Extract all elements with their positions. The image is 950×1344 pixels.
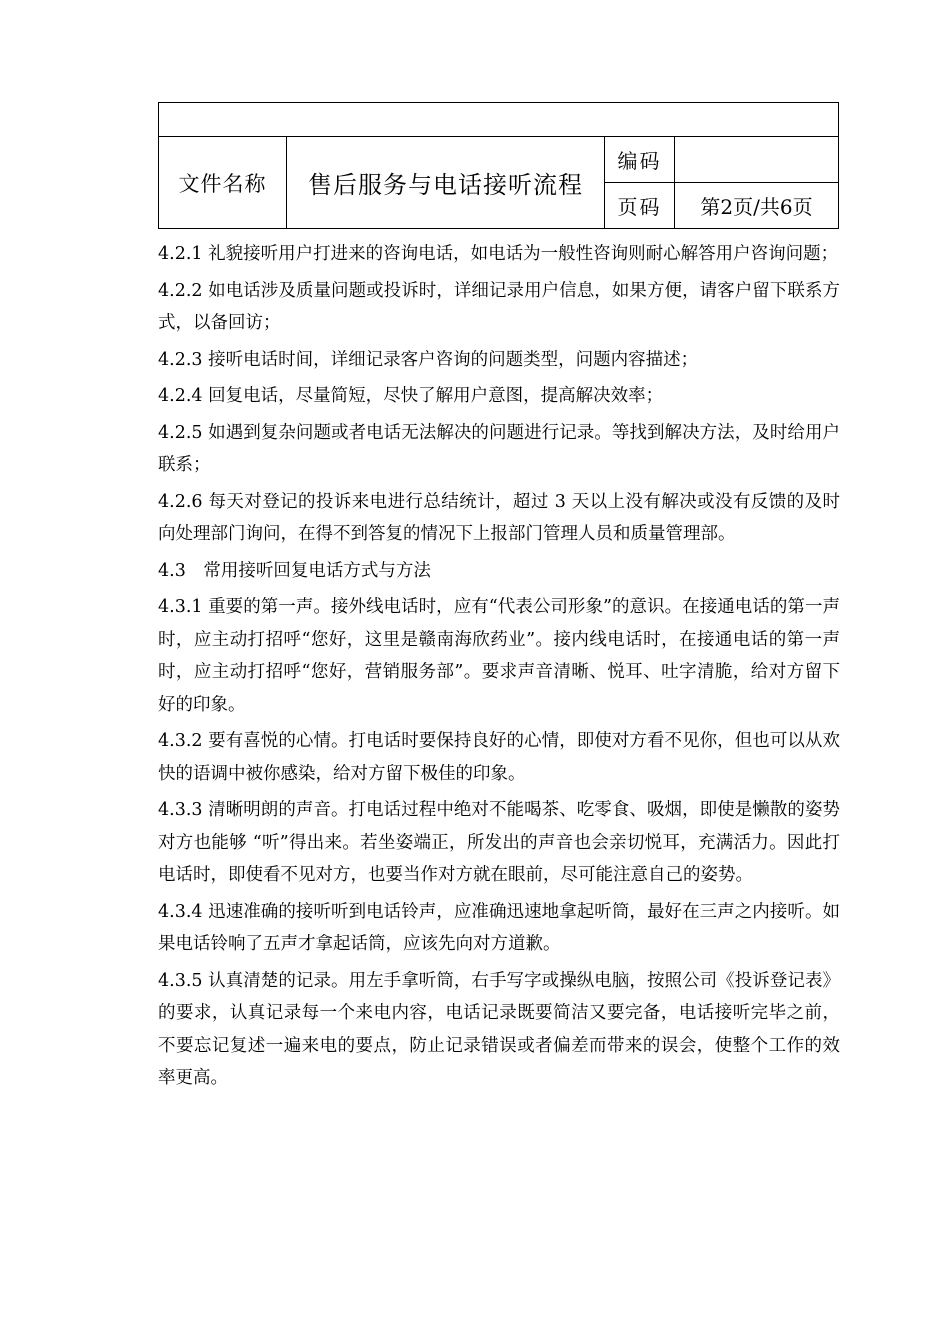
paragraph-4-2-5: 4.2.5 如遇到复杂问题或者电话无法解决的问题进行记录。等找到解决方法，及时给用户联系； bbox=[158, 422, 840, 475]
page-number: 第2页/共6页 bbox=[675, 183, 839, 229]
paragraph-4-2-6: 4.2.6 每天对登记的投诉来电进行总结统计，超过 3 天以上没有解决或没有反馈的及时向处理部门询问，在得不到答复的情况下上报部门管理人员和质量管理部。 bbox=[158, 491, 840, 544]
page-label: 页码 bbox=[605, 183, 675, 229]
document-body bbox=[158, 238, 840, 1099]
paragraph-4-3-3: 4.3.3 清晰明朗的声音。打电话过程中绝对不能喝茶、吃零食、吸烟，即使是懒散的姿势对方也能够 “听”得出来。若坐姿端正，所发出的声音也会亲切悦耳，充满活力。因此打电话时，即使看不见对方，也要当作对方就在眼前，尽可能注意自己的姿势。 bbox=[158, 800, 840, 885]
header-blank-cell bbox=[159, 103, 839, 137]
paragraph-4-2-2: 4.2.2 如电话涉及质量问题或投诉时，详细记录用户信息，如果方便，请客户留下联系方式，以备回访； bbox=[158, 280, 840, 333]
document-header-table bbox=[158, 102, 839, 229]
filename-label: 文件名称 bbox=[159, 137, 287, 229]
document-title: 售后服务与电话接听流程 bbox=[287, 137, 605, 229]
code-value bbox=[675, 137, 839, 183]
paragraph-4-2-1: 4.2.1 礼貌接听用户打进来的咨询电话，如电话为一般性咨询则耐心解答用户咨询问题； bbox=[158, 244, 839, 264]
code-label: 编码 bbox=[605, 137, 675, 183]
paragraph-4-2-4: 4.2.4 回复电话，尽量简短，尽快了解用户意图，提高解决效率； bbox=[158, 386, 664, 406]
paragraph-4-3-1: 4.3.1 重要的第一声。接外线电话时，应有“代表公司形象”的意识。在接通电话的第一声时，应主动打招呼“您好，这里是赣南海欣药业”。接内线电话时，在接通电话的第一声时，应主动打招呼“您好，营销服务部”。要求声音清晰、悦耳、吐字清脆，给对方留下好的印象。 bbox=[158, 597, 840, 715]
section-heading-4-3: 4.3 常用接听回复电话方式与方法 bbox=[158, 560, 431, 581]
paragraph-4-3-5: 4.3.5 认真清楚的记录。用左手拿听筒，右手写字或操纵电脑，按照公司《投诉登记表》的要求，认真记录每一个来电内容，电话记录既要简洁又要完备，电话接听完毕之前，不要忘记复述一遍来电的要点，防止记录错误或者偏差而带来的误会，使整个工作的效率更高。 bbox=[158, 970, 840, 1088]
paragraph-4-3-4: 4.3.4 迅速准确的接听听到电话铃声，应准确迅速地拿起听筒，最好在三声之内接听。如果电话铃响了五声才拿起话筒，应该先向对方道歉。 bbox=[158, 901, 840, 954]
paragraph-4-2-3: 4.2.3 接听电话时间，详细记录客户咨询的问题类型，问题内容描述； bbox=[158, 349, 699, 370]
paragraph-4-3-2: 4.3.2 要有喜悦的心情。打电话时要保持良好的心情，即使对方看不见你，但也可以从欢快的语调中被你感染，给对方留下极佳的印象。 bbox=[158, 731, 840, 784]
header-blank-row bbox=[159, 103, 839, 137]
